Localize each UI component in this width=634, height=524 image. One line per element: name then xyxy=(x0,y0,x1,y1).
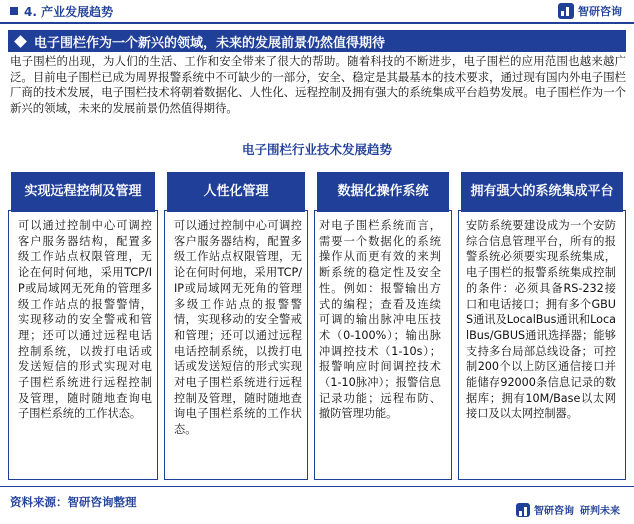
footer-brand xyxy=(516,502,620,517)
header-divider xyxy=(0,22,634,24)
diagram-title: 电子围栏行业技术发展趋势 xyxy=(241,142,392,157)
footer-brand-name: 智研咨询 xyxy=(534,506,574,517)
trend-column-body: 安防系统要建设成为一个安防综合信息管理平台，所有的报警系统必须要实现系统集成，电子围栏的报警系统集成控制的条件：必须具备RS-232接口和电话接口；拥有多个GBUS通讯及LocalBus通讯和LocalBus/GBUS通讯选择器；能够支持多台局部总线设备；可控制200个以上防区通信接口并能储存92000条信息记录的数据库；拥有10M/Base以太网接口及以太网控制器。 xyxy=(466,219,616,421)
headline-text: 电子围栏作为一个新兴的领域，未来的发展前景仍然值得期待 xyxy=(34,35,386,51)
brand-logo xyxy=(558,3,622,19)
trend-column-body: 可以通过控制中心可调控客户服务器结构，配置多级工作站点权限管理，无论在何时何地，采用TCP/IP或局域网无死角的管理多级工作站点的报警警情，实现移动的安全警戒和管理；还可以通过远程电话控制系统，以拨打电话或发送短信的形式实现对电子围栏系统进行远程控制及管理，随时随地查询电子围栏系统的工作状态。 xyxy=(174,219,302,437)
source-note: 资料来源：智研咨询整理 xyxy=(10,495,137,509)
square-bullet-icon xyxy=(10,7,18,15)
section-title: 4. 产业发展趋势 xyxy=(24,4,114,19)
trend-column-header: 实现远程控制及管理 xyxy=(11,172,155,212)
footer-divider xyxy=(0,486,634,487)
trend-column-humanized xyxy=(164,172,308,480)
trend-column-body: 可以通过控制中心可调控客户服务器结构，配置多级工作站点权限管理，无论在何时何地，采用TCP/IP或局域网无死角的管理多级工作站点的报警警情，实现移动的安全警戒和管理；还可以通过远程电话控制系统，以拨打电话或发送短信的形式实现对电子围栏系统进行远程控制及管理，随时随地查询电子围栏系统的工作状态。 xyxy=(18,219,152,421)
bar-chart-logo-icon xyxy=(558,3,574,19)
bar-chart-logo-icon xyxy=(516,503,530,517)
brand-name: 智研咨询 xyxy=(578,5,622,18)
trend-column-integration-platform xyxy=(458,172,626,480)
trend-column-data-system xyxy=(314,172,452,480)
trend-column-header: 拥有强大的系统集成平台 xyxy=(461,172,623,212)
trend-column-remote-control xyxy=(8,172,158,480)
trend-column-header: 人性化管理 xyxy=(167,172,305,212)
footer-slogan: 研判未来 xyxy=(580,506,620,517)
trend-column-body: 对电子围栏系统而言，需要一个数据化的系统操作从而更有效的来判断系统的稳定性及安全性。例如：报警输出方式的编程；查看及连续可调的输出脉冲电压技术（0-100%）；输出脉冲调控技术（1-10s）；报警响应时间调控技术（1-10脉冲）；报警信息记录功能；远程布防、撤防管理功能。 xyxy=(319,219,441,421)
top-bar xyxy=(0,0,634,24)
diamond-icon xyxy=(14,35,27,48)
section-header xyxy=(0,0,360,22)
intro-paragraph: 电子围栏的出现，为人们的生活、工作和安全带来了很大的帮助。随着科技的不断进步，电子围栏的应用范围也越来越广泛。目前电子围栏已成为周界报警系统中不可缺少的一部分，安全、稳定是其最基本的技术要求，通过现有国内外电子围栏厂商的技术发展，电子围栏技术将朝着数据化、人性化、远程控制及拥有强大的系统集成平台趋势发展。电子围栏作为一个新兴的领域，未来的发展前景仍然值得期待。 xyxy=(10,54,626,115)
trend-column-header: 数据化操作系统 xyxy=(317,172,449,212)
headline-banner xyxy=(8,30,626,52)
